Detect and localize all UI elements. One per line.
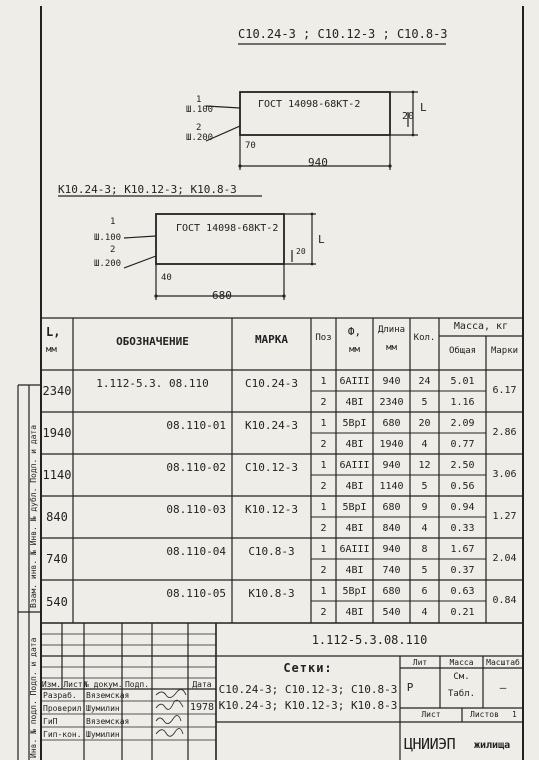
header-mass: Масса, кг bbox=[453, 321, 509, 332]
row-length: 940 bbox=[382, 376, 401, 387]
row-mass: 5.01 bbox=[450, 376, 475, 387]
col-doc-no: № докум. bbox=[84, 680, 123, 689]
scale-label: Масштаб bbox=[486, 658, 520, 667]
detail-c-dim-length: 940 bbox=[308, 156, 328, 169]
row-diam: 4BI bbox=[345, 481, 364, 492]
header-pos: Поз bbox=[315, 333, 332, 343]
row-length: 840 bbox=[382, 523, 401, 534]
mass-label: Масса bbox=[449, 658, 474, 667]
row-length: 940 bbox=[382, 544, 401, 555]
sheets-label: Листов bbox=[470, 710, 499, 719]
product-title: Сетки: bbox=[283, 661, 333, 675]
row-pos: 2 bbox=[320, 397, 327, 408]
header-count: Кол. bbox=[413, 333, 436, 343]
row-pos: 1 bbox=[320, 376, 327, 387]
mass-value-1: См. bbox=[453, 672, 470, 682]
detail-k-pos1: 1 bbox=[110, 217, 116, 227]
row-length: 1940 bbox=[379, 439, 404, 450]
detail-k-dim-length: 680 bbox=[212, 289, 232, 302]
header-marks: С10.24-3 ; С10.12-3 ; С10.8-3 bbox=[238, 27, 448, 41]
row-count: 5 bbox=[421, 565, 428, 576]
signature-gip-kon bbox=[156, 728, 183, 736]
detail-c-pos1-pitch: Ш.100 bbox=[186, 105, 214, 115]
row-diam: 6АIII bbox=[339, 544, 370, 555]
scale-value: — bbox=[499, 681, 507, 694]
row-diam: 4BI bbox=[345, 439, 364, 450]
row-mass-mark: 6.17 bbox=[492, 385, 517, 396]
row-mass: 2.09 bbox=[450, 418, 475, 429]
row-mass-mark: 2.04 bbox=[492, 553, 517, 564]
row-diam: 4BI bbox=[345, 523, 364, 534]
name-razrab: Вяземская bbox=[86, 691, 130, 700]
row-diam: 6АIII bbox=[339, 376, 370, 387]
lit-label: Лит bbox=[412, 658, 428, 667]
row-mark: С10.8-3 bbox=[248, 545, 295, 558]
lit-value: Р bbox=[406, 681, 414, 694]
detail-k-pos1-pitch: Ш.100 bbox=[94, 233, 122, 243]
detail-c-pos2-pitch: Ш.200 bbox=[186, 133, 214, 143]
header-mass-total: Общая bbox=[448, 346, 477, 356]
row-diam: 5BрI bbox=[342, 502, 367, 513]
row-pos: 1 bbox=[320, 502, 327, 513]
role-razrab: Разраб. bbox=[43, 691, 77, 700]
row-mass: 1.67 bbox=[450, 544, 475, 555]
row-pos: 2 bbox=[320, 439, 327, 450]
row-count: 12 bbox=[418, 460, 431, 471]
detail-k-dim-end: 40 bbox=[161, 273, 172, 283]
row-mass: 0.94 bbox=[450, 502, 475, 513]
signature-razrab bbox=[156, 689, 186, 697]
row-pos: 2 bbox=[320, 607, 327, 618]
row-diam: 5BрI bbox=[342, 418, 367, 429]
row-length: 940 bbox=[382, 460, 401, 471]
row-mark: К10.24-3 bbox=[245, 419, 298, 432]
header-mark: МАРКА bbox=[254, 333, 289, 346]
row-diam: 6АIII bbox=[339, 460, 370, 471]
row-length: 680 bbox=[382, 502, 401, 513]
row-length: 680 bbox=[382, 586, 401, 597]
detail-k-pos2-pitch: Ш.200 bbox=[94, 259, 122, 269]
detail-k-title: К10.24-3; К10.12-3; К10.8-3 bbox=[58, 183, 237, 196]
row-l: 740 bbox=[46, 552, 68, 566]
row-count: 9 bbox=[421, 502, 428, 513]
side-stamp-lower: Инв. № подл. Подп. и дата bbox=[29, 637, 38, 758]
signature-gip bbox=[156, 715, 181, 723]
row-l: 540 bbox=[46, 595, 68, 609]
row-pos: 2 bbox=[320, 481, 327, 492]
role-gip-kon: Гип-кон. bbox=[43, 730, 82, 739]
row-length: 680 bbox=[382, 418, 401, 429]
header-diam: Ф, bbox=[347, 325, 362, 338]
row-l: 2340 bbox=[42, 384, 72, 398]
row-mass: 0.77 bbox=[450, 439, 475, 450]
row-length: 540 bbox=[382, 607, 401, 618]
row-count: 20 bbox=[418, 418, 431, 429]
org-logo: ЦНИИЭП bbox=[404, 735, 456, 753]
row-diam: 5BрI bbox=[342, 586, 367, 597]
row-count: 24 bbox=[418, 376, 431, 387]
row-mass: 2.50 bbox=[450, 460, 475, 471]
row-diam: 4BI bbox=[345, 565, 364, 576]
row-count: 5 bbox=[421, 481, 428, 492]
row-l: 1940 bbox=[42, 426, 72, 440]
row-mark: К10.12-3 bbox=[245, 503, 298, 516]
detail-k-dim-right: L bbox=[318, 233, 325, 246]
row-designation: 08.110-03 bbox=[166, 503, 226, 516]
col-izm: Изм. bbox=[41, 680, 62, 689]
role-proveril: Проверил bbox=[43, 704, 82, 713]
signature-proveril bbox=[156, 700, 183, 709]
row-count: 6 bbox=[421, 586, 428, 597]
name-gip-kon: Шумилин bbox=[86, 730, 120, 739]
row-mass: 1.16 bbox=[450, 397, 475, 408]
row-mass: 0.21 bbox=[450, 607, 475, 618]
row-pos: 1 bbox=[320, 544, 327, 555]
year: 1978 bbox=[189, 702, 215, 713]
row-mass: 0.56 bbox=[450, 481, 475, 492]
row-designation: 08.110-01 bbox=[166, 419, 226, 432]
role-gip: ГиП bbox=[43, 717, 58, 726]
col-sign: Подп. bbox=[124, 680, 150, 689]
header-length: Длина bbox=[377, 325, 406, 335]
row-l: 840 bbox=[46, 510, 68, 524]
row-count: 4 bbox=[421, 607, 428, 618]
row-diam: 4BI bbox=[345, 397, 364, 408]
row-count: 4 bbox=[421, 523, 428, 534]
row-diam: 4BI bbox=[345, 607, 364, 618]
detail-c-gost: ГОСТ 14098-68КТ-2 bbox=[258, 99, 361, 110]
row-pos: 1 bbox=[320, 418, 327, 429]
row-mass: 0.33 bbox=[450, 523, 475, 534]
row-length: 740 bbox=[382, 565, 401, 576]
row-mark: С10.12-3 bbox=[245, 461, 298, 474]
row-mark: К10.8-3 bbox=[248, 587, 295, 600]
row-designation: 08.110-05 bbox=[166, 587, 226, 600]
row-count: 5 bbox=[421, 397, 428, 408]
row-mass-mark: 3.06 bbox=[492, 469, 517, 480]
row-l: 1140 bbox=[42, 468, 72, 482]
row-mass-mark: 0.84 bbox=[492, 595, 517, 606]
detail-k-gost: ГОСТ 14098-68КТ-2 bbox=[176, 223, 279, 234]
row-length: 2340 bbox=[379, 397, 404, 408]
header-diam-unit: мм bbox=[349, 345, 360, 355]
name-proveril: Шумилин bbox=[86, 704, 120, 713]
doc-number: 1.112-5.3.08.110 bbox=[311, 633, 428, 647]
row-pos: 2 bbox=[320, 523, 327, 534]
row-mass: 0.63 bbox=[450, 586, 475, 597]
row-designation: 08.110-04 bbox=[166, 545, 226, 558]
row-mark: С10.24-3 bbox=[245, 377, 298, 390]
row-pos: 1 bbox=[320, 460, 327, 471]
detail-c-dim-end: 70 bbox=[245, 141, 256, 151]
row-length: 1140 bbox=[379, 481, 404, 492]
detail-c-dim-top: 20 bbox=[402, 111, 415, 122]
detail-k-dim-top: 20 bbox=[296, 247, 306, 256]
row-mass-mark: 2.86 bbox=[492, 427, 517, 438]
detail-c-dim-right: L bbox=[420, 101, 427, 114]
row-pos: 2 bbox=[320, 565, 327, 576]
header-length-unit: мм bbox=[386, 343, 397, 353]
side-stamp-upper: Взам. инв. № Инв. № дубл. Подп. и дата bbox=[29, 424, 38, 608]
header-l-unit: мм bbox=[46, 345, 57, 355]
row-count: 4 bbox=[421, 439, 428, 450]
product-line1: С10.24-3; С10.12-3; С10.8-3 bbox=[218, 683, 398, 696]
row-count: 8 bbox=[421, 544, 428, 555]
header-mass-mark: Марки bbox=[490, 346, 519, 356]
product-line2: К10.24-3; К10.12-3; К10.8-3 bbox=[218, 699, 398, 712]
name-gip: Вяземская bbox=[86, 717, 130, 726]
row-designation: 08.110-02 bbox=[166, 461, 226, 474]
header-l: L, bbox=[46, 325, 61, 339]
col-date: Дата bbox=[192, 680, 212, 689]
mass-value-2: Табл. bbox=[447, 689, 476, 699]
row-designation: 1.112-5.3. 08.110 bbox=[96, 377, 209, 390]
col-list: Лист bbox=[63, 680, 83, 689]
header-designation: ОБОЗНАЧЕНИЕ bbox=[116, 335, 189, 348]
sheets-value: 1 bbox=[512, 710, 517, 719]
row-mass-mark: 1.27 bbox=[492, 511, 517, 522]
sheet-label: Лист bbox=[421, 710, 441, 719]
detail-c-pos1: 1 bbox=[196, 95, 202, 105]
detail-c-pos2: 2 bbox=[196, 123, 202, 133]
detail-k-pos2: 2 bbox=[110, 245, 116, 255]
row-pos: 1 bbox=[320, 586, 327, 597]
org-suffix: жилища bbox=[474, 740, 511, 751]
row-mass: 0.37 bbox=[450, 565, 475, 576]
